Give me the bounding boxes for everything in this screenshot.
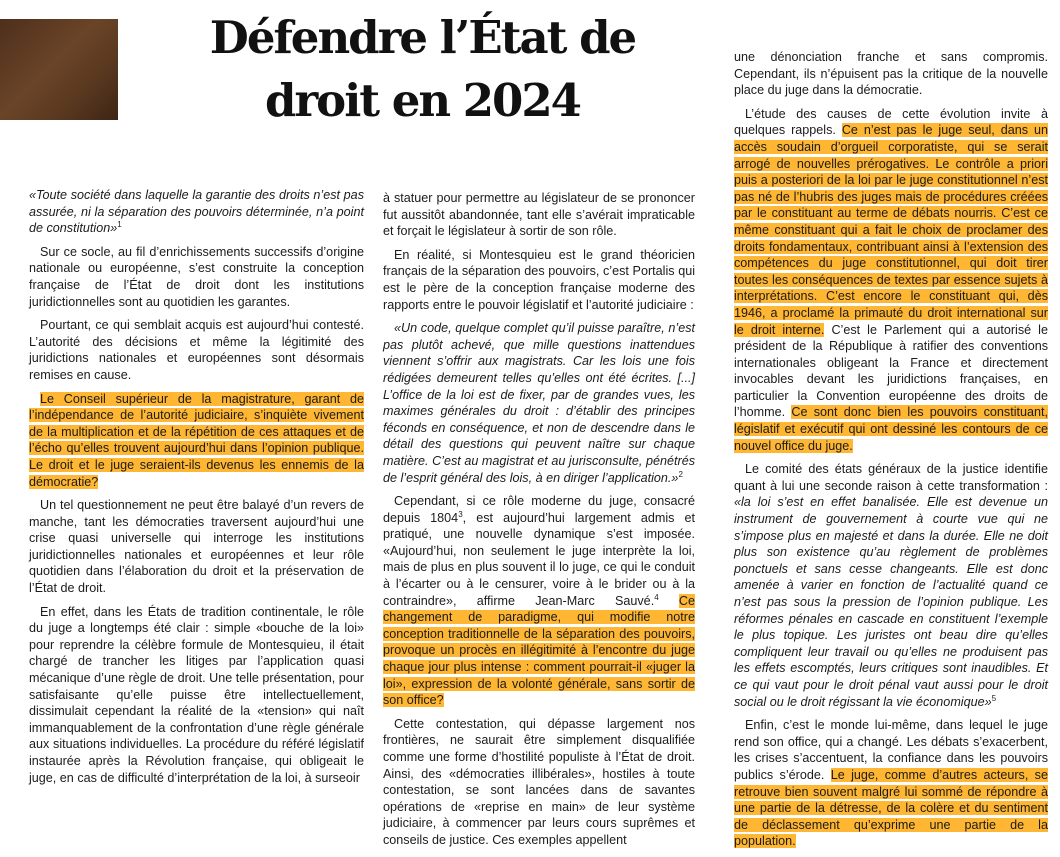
header-photo: [0, 19, 118, 120]
paragraph: à statuer pour permettre au législateur de se prononcer fut aussitôt abandonnée, tant elle s’avérait impraticable et forçait le législateur à sortir de son rôle.: [383, 191, 695, 239]
paragraph: En réalité, si Montesquieu est le grand théoricien français de la séparation des pouvoirs, c’est Portalis qui est le père de la conception française moderne des rapports entre le pouvoir législatif et l’autorité judiciaire :: [383, 247, 695, 312]
paragraph: Sur ce socle, au fil d’enrichissements successifs d’origine nationale ou européenne, s’est construite la conception française de l’État de droit dont les institutions juridictionnelles sont au quotidien les garantes.: [29, 244, 364, 309]
column-3: [734, 49, 1048, 857]
paragraph: une dénonciation franche et sans compromis. Cependant, ils n’épuisent pas la critique de la nouvelle place du juge dans la démocratie.: [734, 50, 1048, 98]
paragraph: En effet, dans les États de tradition continentale, le rôle du juge a longtemps été clair : simple «bouche de la loi» pour reprendre la célèbre formule de Montesquieu, il était chargé de trancher les litiges par l’application quasi mécanique d’une règle de droit. Une telle présentation, pour satisfaisante qu’elle puisse être intellectuellement, dissimulait cependant la réalité de la «tension» qui naît immanquablement de la confrontation d’une règle générale aux situations individuelles. La procédure du référé législatif instaurée après la Révolution française, qui obligeait le juge, en cas de difficulté d’interprétation de la loi, à surseoir: [29, 604, 364, 785]
highlight: Le Conseil supérieur de la magistrature, garant de l’indépendance de l’autorité judiciaire, s’inquiète vivement de la multiplication et de la répétition de ces attaques et de l’écho qu’elles trouvent aujourd’hui dans l’opinion publique. Le droit et le juge seraient-ils devenus les ennemis de la démocratie?: [29, 391, 364, 489]
paragraph: Cependant, si ce rôle moderne du juge, consacré depuis 1804$^3$, est aujourd’hui largement admis et pratiqué, une nouvelle dynamique s’est imposée. «Aujourd’hui, non seulement le juge interprète la loi, mais de plus en plus souvent il lo juge, ce qui le conduit à l’écarter ou à le censurer, voire à le brider ou à la contraindre», affirme Jean-Marc Sauvé.$^4$ Ce changement de paradigme, qui modifie notre conception traditionnelle de la séparation des pouvoirs, provoque un procès en illégitimité à l’encontre du juge chaque jour plus intense : comment pourrait-il «juger la loi», expression de la volonté générale, sans sortir de son office?: [383, 494, 696, 708]
portalis-quote: «Un code, quelque complet qu’il puisse paraître, n’est pas plutôt achevé, que mille questions inattendues viennent s’offrir aux magistrats. Car les lois une fois rédigées demeurent telles qu’elles ont été écrites. [...] L’office de la loi est de fixer, par de grandes vues, les maximes générales du droit : d’établir des principes féconds en conséquence, et non de descendre dans le détail des questions qui peuvent naître sur chaque matière. C’est au magistrat et au jurisconsulte, pénétrés de l’esprit général des lois, à en diriger l’application.»$^2$: [383, 321, 695, 485]
paragraph: Pourtant, ce qui semblait acquis est aujourd’hui contesté. L’autorité des décisions et même la légitimité des juridictions nationales et européennes sont désormais remises en cause.: [29, 318, 364, 382]
paragraph: Enfin, c’est le monde lui-même, dans lequel le juge rend son office, qui a changé. Les débats s’exacerbent, les crises s’accentuent, la confiance dans les pouvoirs publics s’érode. Le juge, comme d’autres acteurs, se retrouve bien souvent malgré lui sommé de répondre à une partie de la détresse, de la colère et du sentiment de déclassement qu’exprime une partie de la population.: [734, 718, 1048, 849]
highlight: Ce n’est pas le juge seul, dans un accès soudain d’orgueil corporatiste, qui se serait arrogé de nouvelles prérogatives. Le contrôle a priori puis a posteriori de la loi par le juge constitutionnel n’est pas né de l’hubris des juges mais de procédures créées par le constituant au terme de débats nourris. C’est ce même constituant qui a fait le choix de proclamer des droits fondamentaux, contribuant ainsi à l’extension des compétences du juge constitutionnel, qui doit tirer toutes les conséquences de textes par essence sujets à interprétations. C’est encore le constituant qui, dès 1946, a proclamé la primauté du droit international sur le droit interne.: [734, 123, 1049, 337]
highlighted-paragraph: [29, 391, 364, 491]
page-title: Défendre l’État de droit en 2024: [209, 11, 636, 127]
constitution-quote: «Toute société dans laquelle la garantie des droits n’est pas assurée, ni la séparation des pouvoirs déterminée, n’a point de constitution»$^1$: [29, 188, 364, 236]
column-1: [29, 187, 364, 793]
paragraph: L’étude des causes de cette évolution invite à quelques rappels. Ce n’est pas le juge seul, dans un accès soudain d’orgueil corporatiste, qui se serait arrogé de nouvelles prérogatives. Le contrôle a priori puis a posteriori de la loi par le juge constitutionnel n’est pas né de l’hubris des juges mais de procédures créées par le constituant au terme de débats nourris. C’est ce même constituant qui a fait le choix de proclamer des droits fondamentaux, contribuant ainsi à l’extension des compétences du juge constitutionnel, qui doit tirer toutes les conséquences de textes par essence sujets à interprétations. C’est encore le constituant qui, dès 1946, a proclamé la primauté du droit international sur le droit interne. C’est le Parlement qui a autorisé le président de la République à ratifier des conventions internationales obligeant la France et directement invocables devant les juridictions françaises, en particulier la Convention européenne des droits de l’homme. Ce sont donc bien les pouvoirs constituant, législatif et exécutif qui ont dessiné les contours de ce nouvel office du juge.: [734, 106, 1049, 453]
column-2: [383, 190, 695, 856]
highlight: Ce changement de paradigme, qui modifie notre conception traditionnelle de la séparation des pouvoirs, provoque un procès en illégitimité à l’encontre du juge chaque jour plus intense : comment pourrait-il «juger la loi», expression de la volonté générale, sans sortir de son office?: [383, 593, 696, 708]
paragraph: Cette contestation, qui dépasse largement nos frontières, ne saurait être simplement disqualifiée comme une forme d’hostilité populiste à l’État de droit. Ainsi, des «démocraties illibérales», hostiles à toute contestation, se sont lancées dans de savantes opérations de «reprise en main» de leur système judiciaire, à commencer par leurs cours suprêmes et conseils de justice. Ces exemples appellent: [383, 716, 695, 847]
paragraph: Un tel questionnement ne peut être balayé d’un revers de manche, tant les démocraties traversent aujourd’hui une crise quasi universelle qui interroge les institutions juridictionnelles nationales et européennes et leur rôle quotidien dans l’élaboration du droit et la préservation de l’État de droit.: [29, 498, 364, 596]
highlight: Le juge, comme d’autres acteurs, se retrouve bien souvent malgré lui sommé de répondre à une partie de la détresse, de la colère et du sentiment de déclassement qu’exprime une partie de la population.: [734, 767, 1048, 849]
paragraph: Le comité des états généraux de la justice identifie quant à lui une seconde raison à cette transformation : «la loi s’est en effet banalisée. Elle est devenue un instrument de gouvernement à courte vue qui ne s’impose plus en majesté et dans la durée. Elle ne doit plus son existence qu’au règlement de problèmes ponctuels et sans cesse changeants. Elle est donc amenée à varier en fonction de l’actualité quand ce n’est pas sous la pression de l’opinion publique. Les réformes pénales en cascade en constituent l’exemple le plus topique. Les juristes ont beau dire qu’elles compliquent leur travail ou qu’elles ne produisent pas les effets escomptés, leurs critiques sont inaudibles. Et ce qui vaut pour le droit pénal vaut aussi pour le droit social ou le droit régissant la vie économique»$^5$: [734, 462, 1048, 709]
highlight: Ce sont donc bien les pouvoirs constituant, législatif et exécutif qui ont dessiné les contours de ce nouvel office du juge.: [734, 405, 1049, 453]
